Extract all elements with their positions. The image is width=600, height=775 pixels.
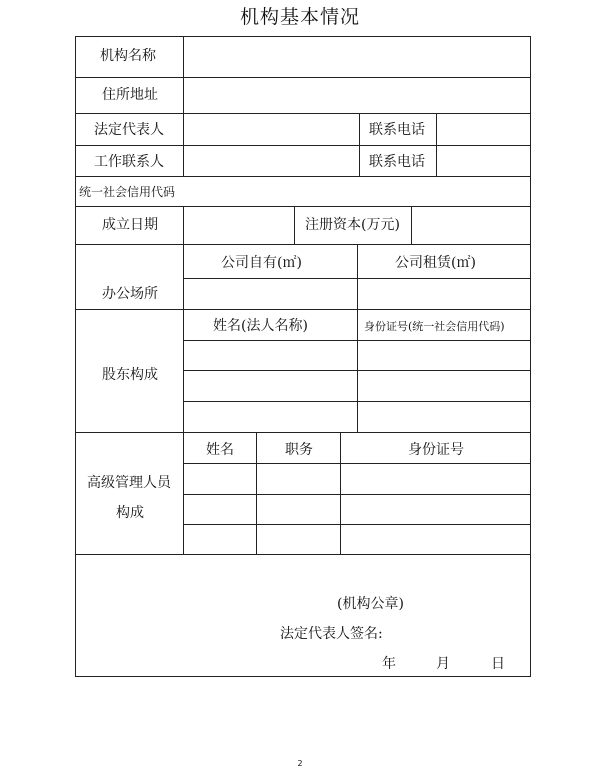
row-divider — [75, 309, 531, 310]
shareholder-name-header: 姓名(法人名称) — [213, 318, 308, 334]
sign-label: 法定代表人签名: — [280, 626, 383, 642]
page-number: 2 — [297, 759, 303, 768]
mgmt-name-header: 姓名 — [206, 442, 234, 458]
row-divider — [75, 554, 531, 555]
mgmt-sub-divider — [183, 524, 531, 525]
shareholder-id-header: 身份证号(统一社会信用代码) — [364, 320, 505, 333]
established-date-label: 成立日期 — [102, 217, 158, 233]
senior-mgmt-label-line2: 构成 — [116, 505, 144, 521]
row-divider — [75, 432, 531, 433]
office-owned-label: 公司自有(㎡) — [221, 255, 302, 271]
row-divider — [75, 206, 531, 207]
legal-rep-label: 法定代表人 — [94, 122, 164, 138]
date-year-label: 年 — [382, 656, 396, 672]
address-label: 住所地址 — [102, 87, 158, 103]
page-title: 机构基本情况 — [239, 6, 360, 28]
contact-phone-label: 联系电话 — [369, 122, 425, 138]
date-day-label: 日 — [491, 656, 505, 672]
phone-column-divider — [359, 113, 360, 177]
capital-column-divider — [294, 206, 295, 245]
org-name-label: 机构名称 — [100, 48, 156, 64]
row-divider — [75, 176, 531, 177]
form-border-top — [75, 36, 531, 37]
credit-code-label: 统一社会信用代码 — [79, 185, 176, 199]
form-border-left — [75, 36, 76, 677]
mgmt-sub-divider — [183, 463, 531, 464]
form-border-right — [530, 36, 531, 677]
form-border-bottom — [75, 676, 531, 677]
mgmt-position-header: 职务 — [285, 442, 313, 458]
row-divider — [75, 244, 531, 245]
registered-capital-label: 注册资本(万元) — [305, 217, 400, 233]
mgmt-column-divider — [340, 432, 341, 555]
office-column-divider — [357, 244, 358, 310]
office-label: 办公场所 — [102, 286, 158, 302]
mgmt-id-header: 身份证号 — [408, 442, 464, 458]
row-divider — [75, 113, 531, 114]
row-divider — [75, 145, 531, 146]
senior-mgmt-label: 高级管理人员 — [87, 475, 171, 491]
mgmt-sub-divider — [183, 494, 531, 495]
date-month-label: 月 — [436, 656, 450, 672]
phone-column-divider — [436, 113, 437, 177]
work-contact-label: 工作联系人 — [94, 154, 164, 170]
contact-phone-label: 联系电话 — [369, 154, 425, 170]
mgmt-column-divider — [256, 432, 257, 555]
shareholder-column-divider — [357, 309, 358, 433]
label-column-divider — [183, 36, 184, 177]
capital-column-divider — [411, 206, 412, 245]
office-rented-label: 公司租赁(㎡) — [395, 255, 476, 271]
label-column-divider — [183, 206, 184, 555]
seal-label: (机构公章) — [337, 596, 404, 612]
shareholder-label: 股东构成 — [102, 367, 158, 383]
row-divider — [75, 77, 531, 78]
